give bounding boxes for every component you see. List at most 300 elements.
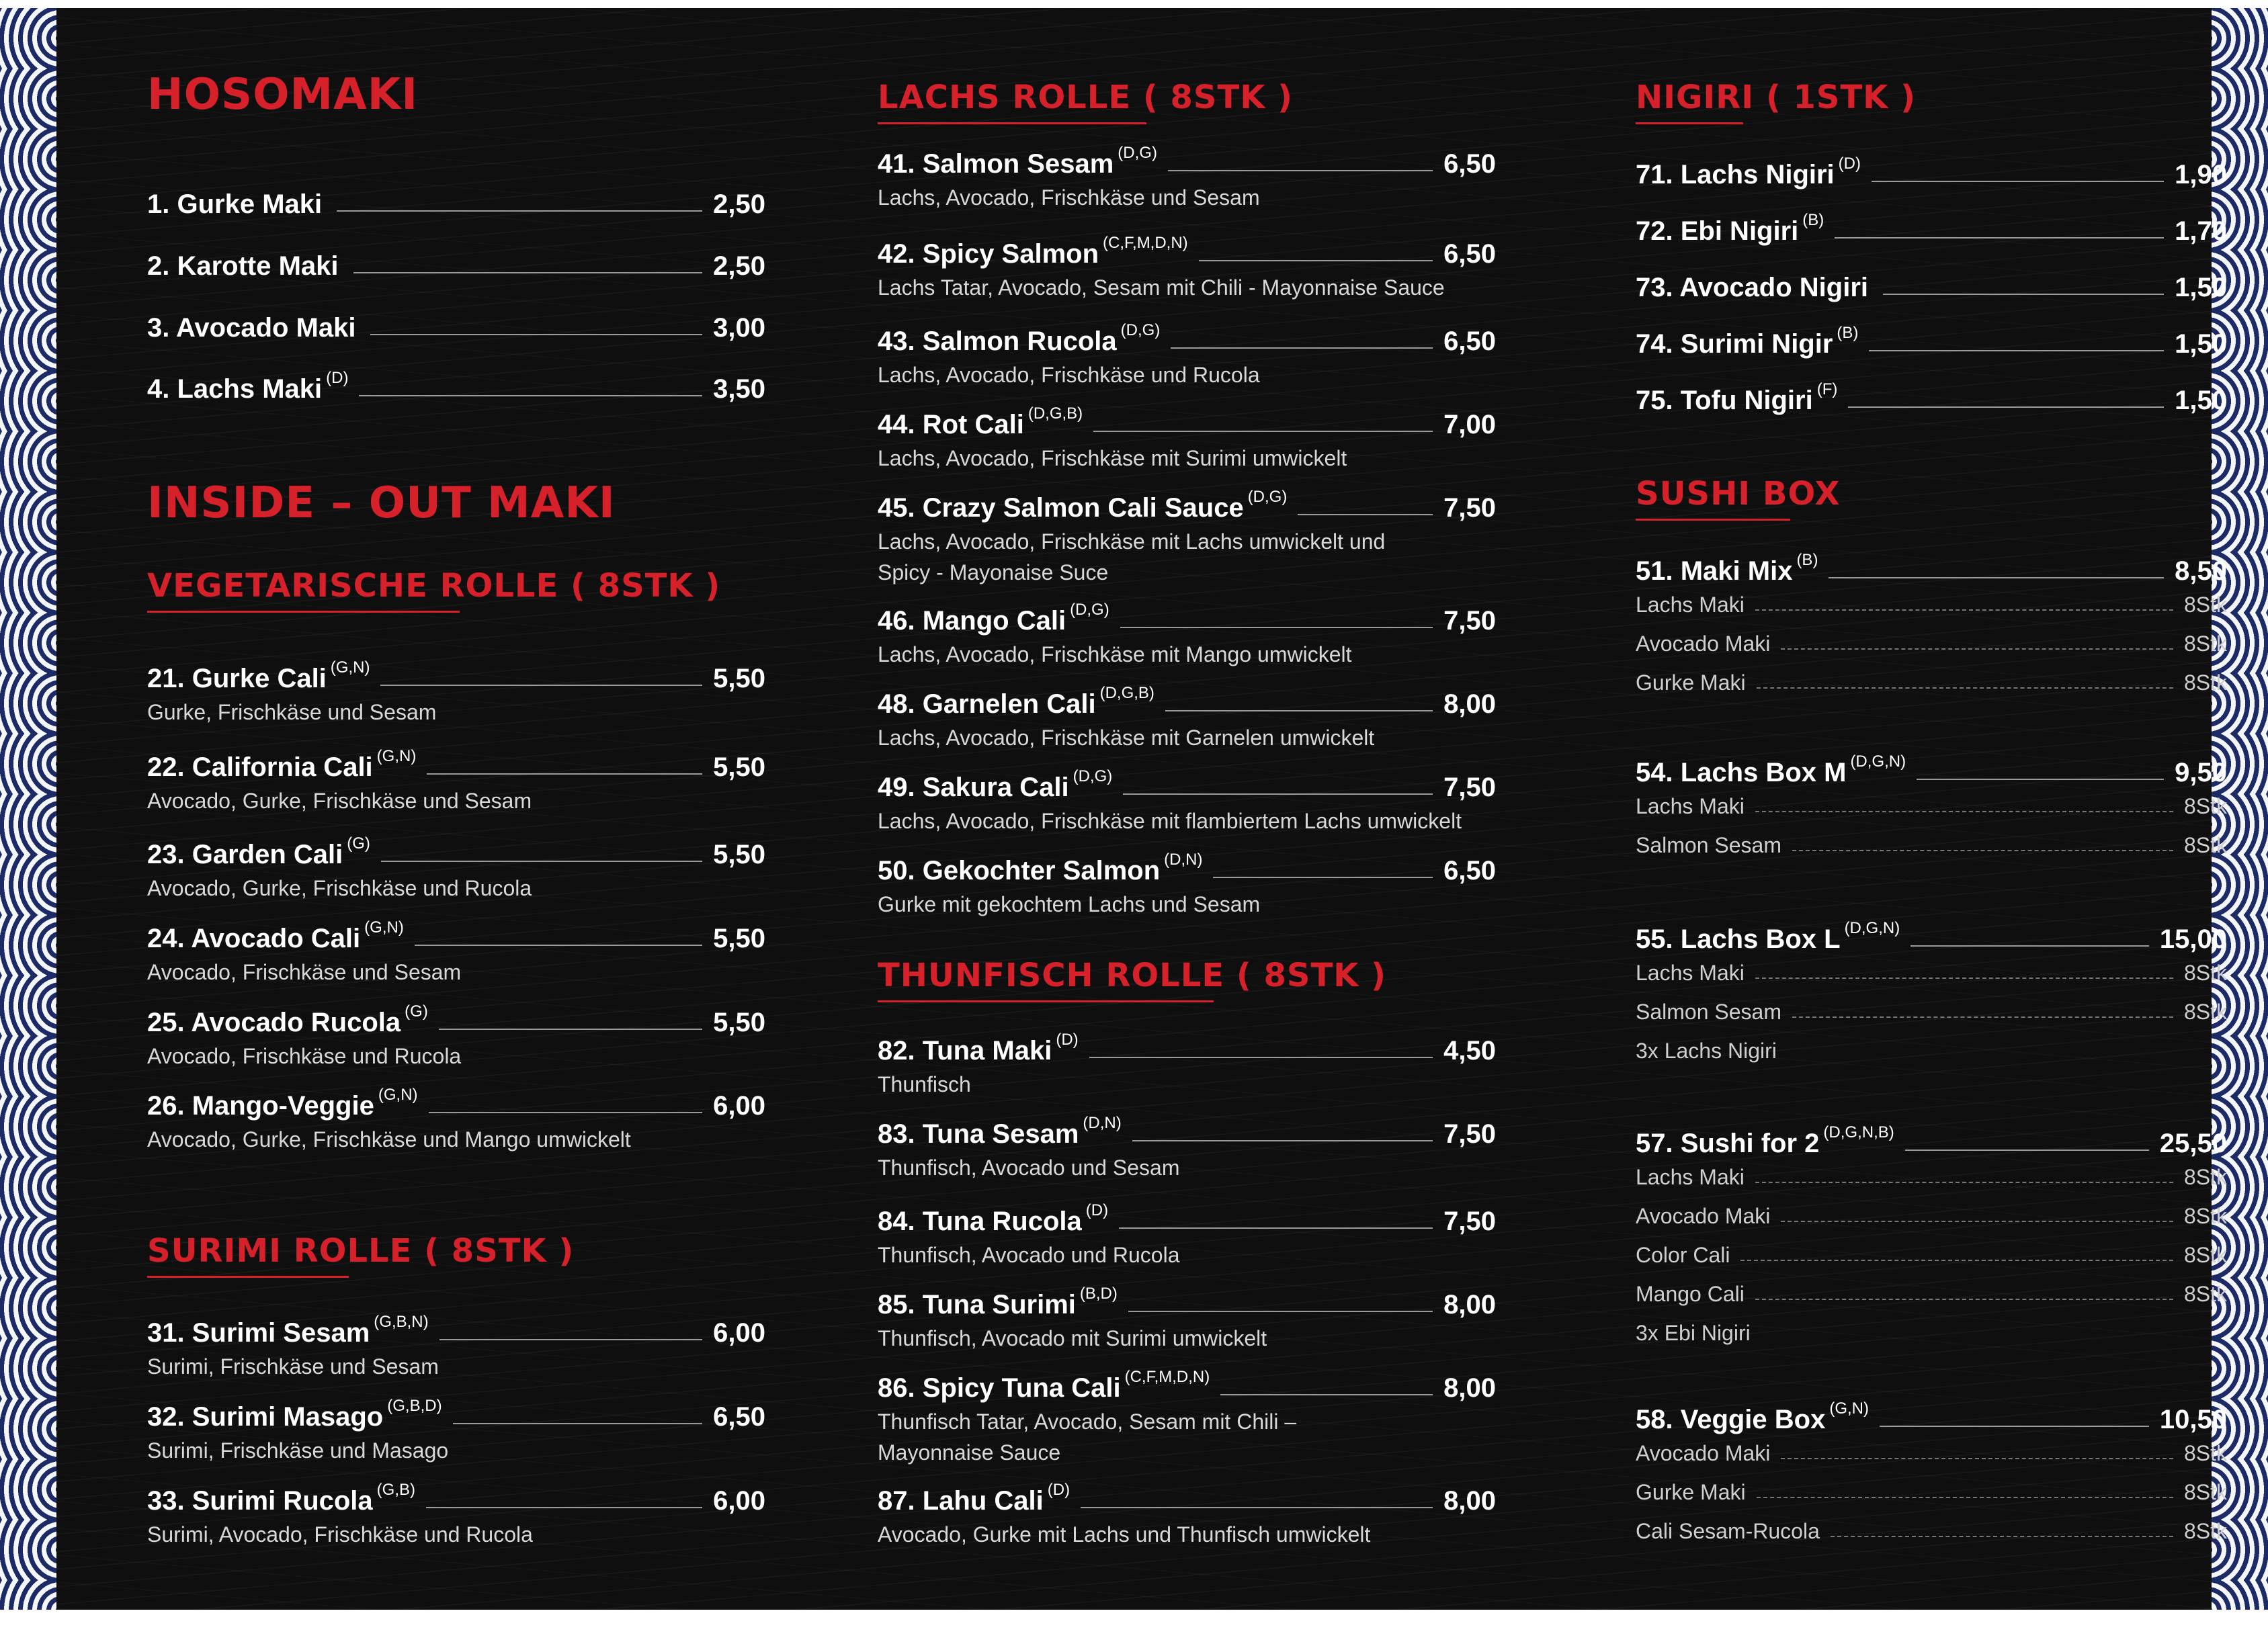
item-name: 46. Mango Cali $^{(D,G)}$ xyxy=(878,601,1109,636)
menu-item xyxy=(878,1031,1496,1096)
item-allergens: (D,G) xyxy=(1120,321,1161,339)
price-leader-line xyxy=(1168,169,1433,171)
box-content-line xyxy=(1636,833,2227,858)
item-description: Avocado, Gurke, Frischkäse und Sesam xyxy=(147,789,532,813)
menu-item xyxy=(878,1201,1496,1267)
item-price: 6,50 xyxy=(1443,856,1496,885)
item-name: 48. Garnelen Cali $^{(D,G,B)}$ xyxy=(878,684,1154,719)
item-allergens: (D) xyxy=(1056,1031,1079,1049)
menu-item-row xyxy=(1636,752,2227,788)
menu-item xyxy=(1636,919,2227,959)
box-content-label: Avocado Maki xyxy=(1636,1441,1771,1465)
price-leader-line xyxy=(1171,346,1433,349)
price-leader-line xyxy=(370,333,702,335)
item-description: Lachs, Avocado, Frischkäse mit Lachs umwickelt und xyxy=(878,529,1386,554)
menu-item-row xyxy=(147,1086,765,1121)
price-leader-line xyxy=(427,772,702,775)
menu-item xyxy=(878,488,1496,584)
title-underline xyxy=(147,611,460,613)
menu-item xyxy=(147,1002,765,1068)
item-allergens: (B) xyxy=(1837,324,1859,342)
item-allergens: (C,F,M,D,N) xyxy=(1124,1368,1210,1386)
box-content-line xyxy=(1636,670,2227,695)
item-price: 2,50 xyxy=(713,251,765,281)
box-content-qty: 8Stk xyxy=(2183,1204,2227,1228)
item-description: Thunfisch, Avocado und Sesam xyxy=(878,1156,1180,1180)
item-price: 1,70 xyxy=(2175,216,2227,246)
menu-item xyxy=(878,1368,1496,1465)
dashed-leader xyxy=(1755,976,2173,979)
item-allergens: (G) xyxy=(405,1002,428,1021)
menu-item xyxy=(147,918,765,984)
item-name: 55. Lachs Box L $^{(D,G,N)}$ xyxy=(1636,919,1900,954)
item-price: 5,50 xyxy=(713,924,765,953)
menu-item xyxy=(147,308,765,348)
menu-item-row xyxy=(147,369,765,404)
price-leader-line xyxy=(359,394,702,396)
menu-item xyxy=(1636,1399,2227,1440)
item-description: Lachs, Avocado, Frischkäse und Rucola xyxy=(878,363,1260,387)
item-allergens: (G,B,D) xyxy=(387,1397,442,1415)
price-leader-line xyxy=(1883,292,2164,295)
price-leader-line xyxy=(1917,777,2164,780)
item-allergens: (D,G,N) xyxy=(1844,919,1900,937)
menu-item-row xyxy=(1636,155,2227,190)
price-leader-line xyxy=(1119,1226,1433,1229)
item-allergens: (D,N) xyxy=(1083,1114,1122,1132)
item-allergens: (D) xyxy=(1085,1201,1109,1219)
item-name: 54. Lachs Box M $^{(D,G,N)}$ xyxy=(1636,752,1906,787)
box-content-line xyxy=(1636,1519,2227,1544)
item-description: Avocado, Gurke, Frischkäse und Rucola xyxy=(147,876,532,900)
price-leader-line xyxy=(426,1506,702,1508)
item-price: 9,50 xyxy=(2175,758,2227,787)
item-description-line2: Spicy - Mayonaise Suce xyxy=(878,560,1109,584)
item-allergens: (D,G,B) xyxy=(1099,684,1154,702)
box-content-qty: 8Stk xyxy=(2183,1165,2227,1189)
item-allergens: (D,G,N,B) xyxy=(1823,1123,1894,1141)
item-price: 6,00 xyxy=(713,1091,765,1121)
menu-item-row xyxy=(1636,551,2227,587)
price-leader-line xyxy=(1089,1055,1433,1058)
box-content-qty: 8Stk xyxy=(2183,593,2227,617)
item-name: 49. Sakura Cali $^{(D,G)}$ xyxy=(878,767,1113,802)
item-allergens: (D,N) xyxy=(1164,851,1203,869)
dashed-leader xyxy=(1831,1534,2173,1537)
dashed-leader xyxy=(1792,849,2173,851)
item-allergens: (G,N) xyxy=(378,1086,418,1104)
price-leader-line xyxy=(1220,1393,1433,1395)
box-content-label: Color Cali xyxy=(1636,1243,1730,1267)
menu-page xyxy=(0,8,2268,1610)
menu-item-row xyxy=(147,1481,765,1516)
box-content-label: 3x Lachs Nigiri xyxy=(1636,1039,1777,1063)
dashed-leader xyxy=(1740,1258,2173,1261)
item-description: Avocado, Frischkäse und Sesam xyxy=(147,960,462,984)
menu-item-row xyxy=(147,246,765,281)
item-name: 43. Salmon Rucola $^{(D,G)}$ xyxy=(878,321,1161,356)
menu-item-row xyxy=(878,767,1496,803)
item-name: 33. Surimi Rucola $^{(G,B)}$ xyxy=(147,1481,415,1516)
box-content-label: 3x Ebi Nigiri xyxy=(1636,1321,1751,1345)
price-leader-line xyxy=(353,271,703,273)
item-allergens: (G,N) xyxy=(376,747,417,765)
price-leader-line xyxy=(380,683,702,686)
subsection-title-text: LACHS ROLLE ( 8STK ) xyxy=(878,79,1294,116)
item-name: 2. Karotte Maki xyxy=(147,251,339,281)
item-price: 6,00 xyxy=(713,1318,765,1348)
item-allergens: (G,B,N) xyxy=(374,1313,429,1331)
title-underline xyxy=(878,1000,1214,1002)
item-price: 1,50 xyxy=(2175,273,2227,302)
dashed-leader xyxy=(1757,1495,2173,1498)
subsection-title-text: NIGIRI ( 1STK ) xyxy=(1636,79,1917,116)
item-name: 57. Sushi for 2 $^{(D,G,N,B)}$ xyxy=(1636,1123,1894,1158)
item-name: 26. Mango-Veggie $^{(G,N)}$ xyxy=(147,1086,418,1121)
menu-item xyxy=(878,404,1496,470)
menu-item xyxy=(147,246,765,286)
box-content-qty: 8Stk xyxy=(2183,1000,2227,1024)
box-content-line xyxy=(1636,1321,2227,1346)
price-leader-line xyxy=(439,1027,702,1030)
item-price: 5,50 xyxy=(713,840,765,869)
box-content-line xyxy=(1636,593,2227,617)
menu-item xyxy=(147,1397,765,1463)
menu-item-row xyxy=(878,144,1496,179)
box-content-line xyxy=(1636,632,2227,656)
item-allergens: (G,N) xyxy=(330,658,370,677)
menu-item-row xyxy=(878,1285,1496,1320)
item-description: Thunfisch xyxy=(878,1072,971,1096)
item-price: 6,00 xyxy=(713,1486,765,1516)
item-name: 72. Ebi Nigiri $^{(B)}$ xyxy=(1636,211,1824,246)
menu-item xyxy=(878,1114,1496,1180)
price-leader-line xyxy=(1298,513,1433,515)
item-price: 8,00 xyxy=(1443,1373,1496,1403)
item-description: Thunfisch, Avocado und Rucola xyxy=(878,1243,1180,1267)
item-allergens: (F) xyxy=(1816,380,1838,398)
item-allergens: (B,D) xyxy=(1079,1285,1118,1303)
item-allergens: (D) xyxy=(1047,1481,1070,1499)
price-leader-line xyxy=(415,943,702,946)
box-content-qty: 8Stk xyxy=(2183,1282,2227,1306)
box-content-qty: 8Stk xyxy=(2183,670,2227,695)
box-content-label: Salmon Sesam xyxy=(1636,1000,1781,1024)
item-allergens: (D,G,N) xyxy=(1850,752,1906,771)
box-content-qty: 8Stk xyxy=(2183,1480,2227,1504)
price-leader-line xyxy=(1869,349,2164,351)
item-name: 25. Avocado Rucola $^{(G)}$ xyxy=(147,1002,428,1037)
item-name: 74. Surimi Nigir $^{(B)}$ xyxy=(1636,324,1859,359)
price-leader-line xyxy=(1213,875,1433,878)
item-price: 1,50 xyxy=(2175,329,2227,359)
box-content-label: Gurke Maki xyxy=(1636,1480,1746,1504)
box-content-qty: 8Stk xyxy=(2183,961,2227,985)
item-allergens: (B) xyxy=(1802,211,1824,229)
item-price: 8,00 xyxy=(1443,689,1496,719)
box-content-label: Salmon Sesam xyxy=(1636,833,1781,857)
menu-item xyxy=(878,684,1496,750)
box-content-label: Lachs Maki xyxy=(1636,593,1745,617)
menu-item-row xyxy=(878,234,1496,269)
item-price: 6,50 xyxy=(713,1402,765,1432)
price-leader-line xyxy=(1093,429,1433,432)
menu-item xyxy=(147,1086,765,1152)
item-allergens: (D,G,B) xyxy=(1027,404,1083,423)
item-name: 83. Tuna Sesam $^{(D,N)}$ xyxy=(878,1114,1122,1149)
item-name: 44. Rot Cali $^{(D,G,B)}$ xyxy=(878,404,1083,439)
dashed-leader xyxy=(1757,686,2173,689)
box-content-line xyxy=(1636,1243,2227,1268)
box-content-line xyxy=(1636,1282,2227,1307)
item-description: Surimi, Frischkäse und Masago xyxy=(147,1438,449,1463)
box-content-qty: 8Stk xyxy=(2183,794,2227,818)
item-name: 75. Tofu Nigiri $^{(F)}$ xyxy=(1636,380,1838,415)
box-content-line xyxy=(1636,1204,2227,1229)
item-allergens: (G,N) xyxy=(1829,1399,1869,1418)
menu-item xyxy=(147,1481,765,1547)
item-description: Lachs, Avocado, Frischkäse mit flambiertem Lachs umwickelt xyxy=(878,809,1462,833)
menu-item-row xyxy=(878,1031,1496,1066)
item-price: 5,50 xyxy=(713,1008,765,1037)
menu-item-row xyxy=(147,308,765,343)
menu-item-row xyxy=(1636,324,2227,359)
subsection-title-text: THUNFISCH ROLLE ( 8STK ) xyxy=(878,957,1387,994)
menu-item-row xyxy=(878,1368,1496,1403)
price-leader-line xyxy=(1872,179,2164,182)
item-description: Surimi, Avocado, Frischkäse und Rucola xyxy=(147,1522,533,1547)
item-price: 3,00 xyxy=(713,313,765,343)
item-description: Lachs Tatar, Avocado, Sesam mit Chili - Mayonnaise Sauce xyxy=(878,275,1445,300)
menu-item xyxy=(878,1481,1496,1547)
menu-item-row xyxy=(878,321,1496,357)
item-price: 1,50 xyxy=(2175,386,2227,415)
title-underline xyxy=(1636,122,1743,124)
item-name: 23. Garden Cali $^{(G)}$ xyxy=(147,834,370,869)
item-name: 41. Salmon Sesam $^{(D,G)}$ xyxy=(878,144,1157,179)
item-name: 51. Maki Mix $^{(B)}$ xyxy=(1636,551,1818,586)
item-price: 15,00 xyxy=(2159,924,2227,954)
menu-item-row xyxy=(1636,211,2227,247)
box-content-line xyxy=(1636,1000,2227,1025)
item-price: 3,50 xyxy=(713,374,765,404)
item-price: 10,50 xyxy=(2159,1405,2227,1434)
menu-item-row xyxy=(878,851,1496,886)
box-content-line xyxy=(1636,1441,2227,1466)
item-allergens: (D,G) xyxy=(1247,488,1288,506)
box-content-label: Avocado Maki xyxy=(1636,1204,1771,1228)
item-description: Avocado, Gurke mit Lachs und Thunfisch umwickelt xyxy=(878,1522,1371,1547)
menu-item-row xyxy=(1636,1123,2227,1159)
menu-item-row xyxy=(147,918,765,954)
menu-item-row xyxy=(878,601,1496,636)
subsection-title-text: SUSHI BOX xyxy=(1636,475,1841,513)
menu-item xyxy=(1636,752,2227,793)
menu-item xyxy=(1636,211,2227,251)
item-price: 2,50 xyxy=(713,189,765,219)
menu-item xyxy=(1636,267,2227,308)
item-name: 3. Avocado Maki xyxy=(147,313,356,343)
dashed-leader xyxy=(1781,647,2173,650)
price-leader-line xyxy=(1132,1139,1433,1141)
item-allergens: (D,G) xyxy=(1070,601,1109,619)
item-name: 86. Spicy Tuna Cali $^{(C,F,M,D,N)}$ xyxy=(878,1368,1210,1403)
menu-item-row xyxy=(878,488,1496,523)
subsection-title xyxy=(1636,79,1916,120)
item-name: 1. Gurke Maki xyxy=(147,189,323,219)
item-name: 22. California Cali $^{(G,N)}$ xyxy=(147,747,417,782)
item-description: Gurke mit gekochtem Lachs und Sesam xyxy=(878,892,1261,916)
price-leader-line xyxy=(453,1422,703,1424)
subsection-title xyxy=(147,1232,574,1274)
box-content-line xyxy=(1636,1039,2227,1064)
item-description: Lachs, Avocado, Frischkäse mit Garnelen umwickelt xyxy=(878,726,1375,750)
box-content-line xyxy=(1636,961,2227,986)
menu-item-row xyxy=(1636,919,2227,955)
item-price: 7,50 xyxy=(1443,1207,1496,1236)
menu-item-row xyxy=(1636,1399,2227,1435)
dashed-leader xyxy=(1755,810,2173,812)
menu-item-row xyxy=(147,658,765,694)
item-price: 7,50 xyxy=(1443,493,1496,523)
price-leader-line xyxy=(1081,1506,1433,1508)
wave-pattern-left xyxy=(0,8,60,1610)
box-content-qty: 8Stk xyxy=(2183,1243,2227,1267)
item-price: 5,50 xyxy=(713,664,765,693)
menu-item xyxy=(1636,155,2227,195)
item-name: 45. Crazy Salmon Cali Sauce $^{(D,G)}$ xyxy=(878,488,1288,523)
item-description: Gurke, Frischkäse und Sesam xyxy=(147,700,437,724)
box-content-line xyxy=(1636,1480,2227,1505)
menu-item-row xyxy=(878,1481,1496,1516)
menu-board xyxy=(56,8,2227,1610)
price-leader-line xyxy=(1829,576,2164,578)
subsection-title-text: VEGETARISCHE ROLLE ( 8STK ) xyxy=(147,567,721,605)
subsection-title xyxy=(878,79,1293,120)
menu-item-row xyxy=(147,1002,765,1038)
price-leader-line xyxy=(1880,1424,2149,1427)
price-leader-line xyxy=(1120,625,1433,628)
subsection-title xyxy=(878,957,1386,998)
item-price: 8,00 xyxy=(1443,1486,1496,1516)
item-allergens: (C,F,M,D,N) xyxy=(1103,234,1188,252)
menu-item xyxy=(147,1313,765,1379)
item-allergens: (G) xyxy=(347,834,370,853)
item-description: Avocado, Frischkäse und Rucola xyxy=(147,1044,462,1068)
menu-item xyxy=(878,1285,1496,1350)
menu-item-row xyxy=(147,834,765,870)
item-price: 6,50 xyxy=(1443,149,1496,179)
item-name: 42. Spicy Salmon $^{(C,F,M,D,N)}$ xyxy=(878,234,1188,269)
menu-item xyxy=(147,184,765,224)
item-allergens: (G,N) xyxy=(364,918,404,937)
menu-item-row xyxy=(147,184,765,220)
menu-item-row xyxy=(147,747,765,783)
item-name: 21. Gurke Cali $^{(G,N)}$ xyxy=(147,658,370,693)
box-content-qty: 8Stk xyxy=(2183,1519,2227,1543)
dashed-leader xyxy=(1755,1180,2173,1183)
item-description: Lachs, Avocado, Frischkäse mit Surimi umwickelt xyxy=(878,446,1347,470)
item-price: 7,50 xyxy=(1443,606,1496,636)
price-leader-line xyxy=(1165,709,1433,711)
menu-item xyxy=(1636,1123,2227,1164)
menu-item xyxy=(878,234,1496,300)
item-description: Surimi, Frischkäse und Sesam xyxy=(147,1354,439,1379)
item-price: 6,50 xyxy=(1443,239,1496,269)
box-content-label: Mango Cali xyxy=(1636,1282,1745,1306)
item-description: Lachs, Avocado, Frischkäse mit Mango umwickelt xyxy=(878,642,1352,666)
menu-item xyxy=(1636,324,2227,364)
box-content-label: Gurke Maki xyxy=(1636,670,1746,695)
menu-item-row xyxy=(147,1397,765,1432)
menu-item xyxy=(878,144,1496,210)
menu-item-row xyxy=(878,684,1496,720)
menu-item xyxy=(1636,551,2227,591)
dashed-leader xyxy=(1755,1297,2173,1300)
item-description: Thunfisch Tatar, Avocado, Sesam mit Chili – xyxy=(878,1410,1297,1434)
menu-item xyxy=(147,658,765,724)
menu-item xyxy=(878,767,1496,833)
item-description: Lachs, Avocado, Frischkäse und Sesam xyxy=(878,185,1260,210)
menu-item-row xyxy=(1636,380,2227,416)
item-price: 8,50 xyxy=(2175,556,2227,586)
item-price: 1,90 xyxy=(2175,160,2227,189)
item-allergens: (G,B) xyxy=(376,1481,415,1499)
item-name: 4. Lachs Maki $^{(D)}$ xyxy=(147,369,349,404)
box-content-qty: 8Stk xyxy=(2183,1441,2227,1465)
item-description: Avocado, Gurke, Frischkäse und Mango umwickelt xyxy=(147,1127,631,1152)
item-name: 31. Surimi Sesam $^{(G,B,N)}$ xyxy=(147,1313,429,1348)
item-name: 50. Gekochter Salmon $^{(D,N)}$ xyxy=(878,851,1203,885)
item-description-line2: Mayonnaise Sauce xyxy=(878,1440,1061,1465)
item-description: Thunfisch, Avocado mit Surimi umwickelt xyxy=(878,1326,1267,1350)
price-leader-line xyxy=(1123,792,1433,795)
item-name: 32. Surimi Masago $^{(G,B,D)}$ xyxy=(147,1397,442,1432)
dashed-leader xyxy=(1792,1015,2173,1018)
section-title: HOSOMAKI xyxy=(147,70,419,120)
box-content-label: Lachs Maki xyxy=(1636,961,1745,985)
price-leader-line xyxy=(429,1111,703,1113)
box-content-label: Lachs Maki xyxy=(1636,1165,1745,1189)
menu-item xyxy=(878,321,1496,387)
dashed-leader xyxy=(1755,608,2173,611)
price-leader-line xyxy=(1848,405,2164,408)
menu-item xyxy=(878,851,1496,916)
menu-item-row xyxy=(878,1201,1496,1237)
dashed-leader xyxy=(1781,1219,2173,1222)
box-content-label: Lachs Maki xyxy=(1636,794,1745,818)
item-price: 8,00 xyxy=(1443,1290,1496,1319)
item-name: 71. Lachs Nigiri $^{(D)}$ xyxy=(1636,155,1861,189)
item-name: 82. Tuna Maki $^{(D)}$ xyxy=(878,1031,1079,1066)
title-underline xyxy=(878,122,1146,124)
item-price: 7,50 xyxy=(1443,1119,1496,1149)
menu-item xyxy=(147,834,765,900)
item-price: 25,50 xyxy=(2159,1129,2227,1158)
item-allergens: (D,G) xyxy=(1073,767,1113,785)
item-price: 5,50 xyxy=(713,752,765,782)
item-allergens: (D) xyxy=(1838,155,1861,173)
menu-item xyxy=(147,369,765,409)
price-leader-line xyxy=(337,209,702,212)
price-leader-line xyxy=(439,1338,703,1340)
menu-item-row xyxy=(1636,267,2227,303)
price-leader-line xyxy=(1128,1309,1433,1312)
menu-item xyxy=(878,601,1496,666)
menu-item xyxy=(147,747,765,813)
item-price: 7,50 xyxy=(1443,773,1496,802)
item-name: 84. Tuna Rucola $^{(D)}$ xyxy=(878,1201,1109,1236)
